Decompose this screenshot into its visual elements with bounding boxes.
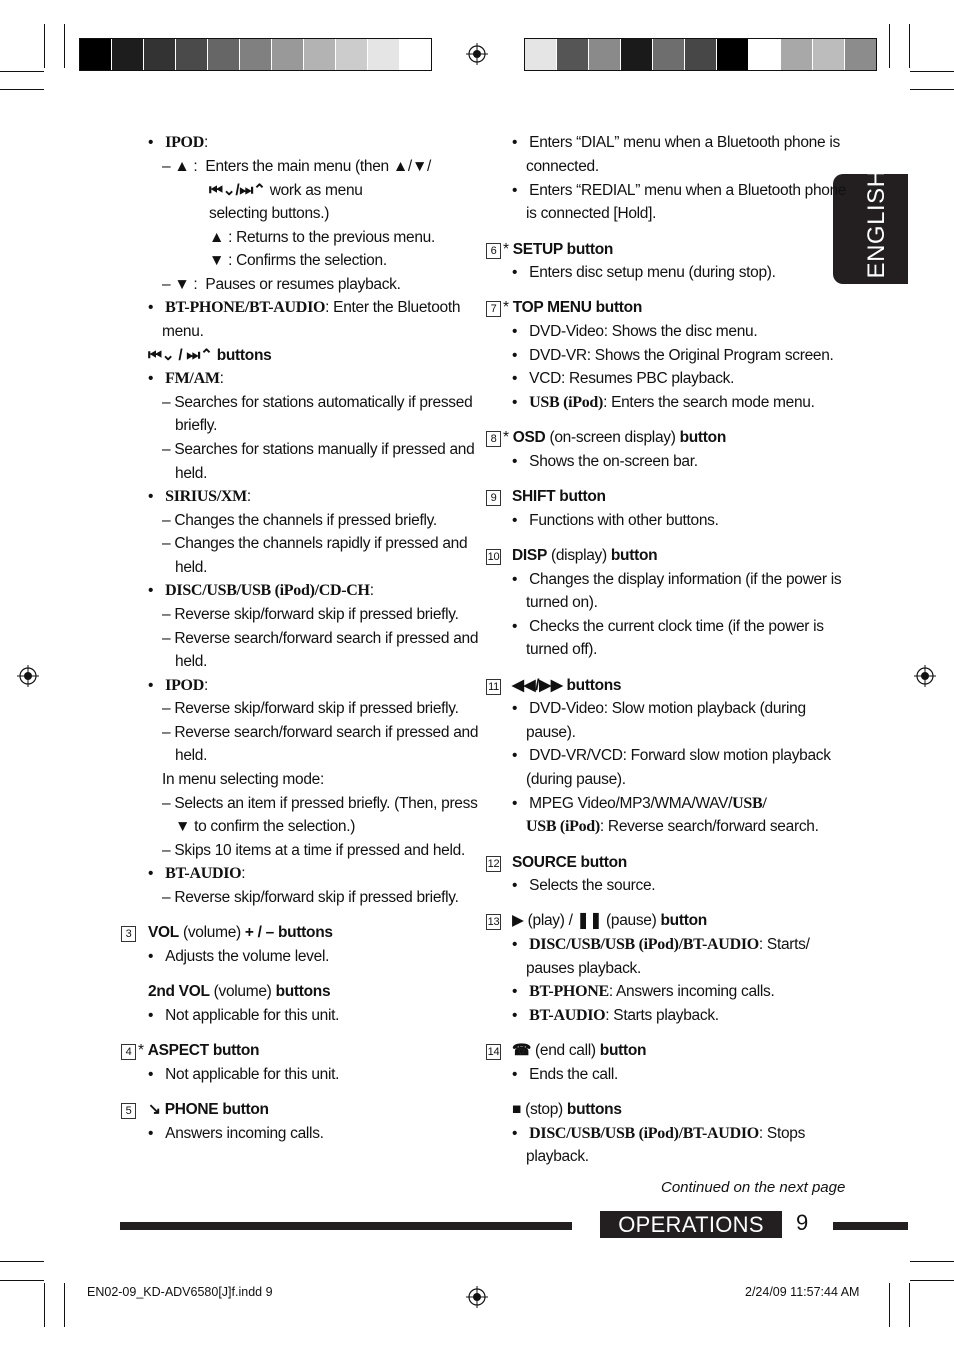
section-heading: VOL (volume) + / – buttons <box>148 924 333 941</box>
list-item: • DVD-VR: Shows the Original Program screen. <box>512 347 834 364</box>
list-item: • IPOD: <box>148 134 208 151</box>
section-heading: 2nd VOL (volume) buttons <box>148 983 331 1000</box>
section-heading: DISP (display) button <box>512 547 658 564</box>
list-item: – Reverse search/forward search if pressed and <box>162 724 479 741</box>
file-info: EN02-09_KD-ADV6580[J]f.indd 9 <box>87 1285 273 1299</box>
play-icon: ▶ <box>512 912 524 929</box>
text-line: briefly. <box>175 417 218 434</box>
continued-note: Continued on the next page <box>661 1179 846 1196</box>
text-line: held. <box>175 465 208 482</box>
down-triangle-icon: ▼ <box>174 276 190 293</box>
text-line: held. <box>175 653 208 670</box>
list-item: – Reverse skip/forward skip if pressed briefly. <box>162 889 459 906</box>
item-number: 4 <box>121 1044 136 1060</box>
list-item: • Enters “DIAL” menu when a Bluetooth phone is <box>512 134 840 151</box>
section-heading: ◀◀/▶▶ buttons <box>512 677 622 694</box>
list-item: • IPOD: <box>148 677 208 694</box>
list-item: • MPEG Video/MP3/WMA/WAV/USB/ <box>512 795 767 812</box>
item-number: 10 <box>487 551 500 563</box>
item-number: 9 <box>486 490 501 506</box>
item-number: 8 <box>486 431 501 447</box>
item-number: 13 <box>487 916 500 928</box>
list-item: ⏮︎⌄/⏭︎⌃ work as menu <box>209 182 363 199</box>
section-heading: * TOP MENU button <box>503 299 642 316</box>
skip-buttons-icon: ⏮︎⌄/⏭︎⌃ <box>209 182 266 199</box>
section-label: OPERATIONS <box>600 1211 782 1238</box>
section-heading: * SETUP button <box>503 241 614 258</box>
item-number: 11 <box>486 679 501 695</box>
text-line: (during pause). <box>526 771 626 788</box>
section-heading: ⏮︎⌄ / ⏭︎⌃ buttons <box>148 347 272 364</box>
text-line: held. <box>175 559 208 576</box>
stop-icon: ■ <box>512 1101 522 1118</box>
list-item: • BT-PHONE: Answers incoming calls. <box>512 983 775 1000</box>
list-item: • Not applicable for this unit. <box>148 1007 340 1024</box>
list-item: • Not applicable for this unit. <box>148 1066 340 1083</box>
list-item: • Enters “REDIAL” menu when a Bluetooth phone <box>512 182 847 199</box>
list-item: • Adjusts the volume level. <box>148 948 330 965</box>
list-item: ▲ : Returns to the previous menu. <box>209 229 436 246</box>
language-tab-label: ENGLISH <box>863 169 890 279</box>
item-number: 3 <box>121 926 136 942</box>
item-number: 6 <box>486 243 501 259</box>
section-heading: * OSD (on-screen display) button <box>503 429 726 446</box>
up-triangle-icon: ▲ <box>174 158 190 175</box>
list-item: – Skips 10 items at a time if pressed and held. <box>162 842 465 859</box>
text-line: menu. <box>162 323 204 340</box>
pause-icon: ❚❚ <box>576 912 603 929</box>
list-item: • Answers incoming calls. <box>148 1125 324 1142</box>
list-item: – Reverse search/forward search if pressed and <box>162 630 479 647</box>
list-item: • DISC/USB/USB (iPod)/BT-AUDIO: Starts/ <box>512 936 810 953</box>
text-line: held. <box>175 747 208 764</box>
section-heading: ↘ PHONE button <box>148 1101 269 1118</box>
list-item: • DVD-VR/VCD: Forward slow motion playback <box>512 747 831 764</box>
rewind-forward-icon: ◀◀/▶▶ <box>512 677 563 694</box>
list-item: • BT-AUDIO: Starts playback. <box>512 1007 719 1024</box>
footer-bar <box>833 1222 908 1230</box>
section-heading: ☎ (end call) button <box>512 1042 647 1059</box>
page-number: 9 <box>796 1210 809 1235</box>
end-call-icon: ☎ <box>512 1042 532 1059</box>
text-line: turned on). <box>526 594 598 611</box>
section-heading: SOURCE button <box>512 854 627 871</box>
list-item: – ▼ : Pauses or resumes playback. <box>162 276 401 293</box>
list-item: • DISC/USB/USB (iPod)/CD-CH: <box>148 582 374 599</box>
list-item: – Reverse skip/forward skip if pressed briefly. <box>162 606 459 623</box>
list-item: – Selects an item if pressed briefly. (Then, press <box>162 795 478 812</box>
section-heading: SHIFT button <box>512 488 606 505</box>
skip-buttons-icon: ⏮︎⌄ / ⏭︎⌃ <box>148 347 213 364</box>
up-down-triangles-icon: ▲/▼/ <box>392 158 431 175</box>
list-item: • DVD-Video: Shows the disc menu. <box>512 323 758 340</box>
down-triangle-icon: ▼ <box>175 818 191 835</box>
registration-mark-icon <box>466 1286 488 1308</box>
section-heading: ▶ (play) / ❚❚ (pause) button <box>512 912 707 929</box>
list-item: – Reverse skip/forward skip if pressed briefly. <box>162 700 459 717</box>
item-number: 14 <box>487 1046 500 1058</box>
list-item: • Shows the on-screen bar. <box>512 453 698 470</box>
down-triangle-icon: ▼ <box>209 252 225 269</box>
list-item: – Searches for stations manually if pressed and <box>162 441 475 458</box>
list-item: • BT-AUDIO: <box>148 865 246 882</box>
list-item: • VCD: Resumes PBC playback. <box>512 370 735 387</box>
list-item: • Checks the current clock time (if the power is <box>512 618 824 635</box>
list-item: • USB (iPod): Enters the search mode menu. <box>512 394 815 411</box>
list-item: • SIRIUS/XM: <box>148 488 251 505</box>
text-line: pause). <box>526 724 576 741</box>
phone-icon: ↘ <box>148 1101 161 1118</box>
list-item: • DISC/USB/USB (iPod)/BT-AUDIO: Stops <box>512 1125 806 1142</box>
list-item: ▼ : Confirms the selection. <box>209 252 387 269</box>
list-item: • FM/AM: <box>148 370 224 387</box>
text-line: USB (iPod): Reverse search/forward search. <box>526 818 819 835</box>
list-item: ▼ to confirm the selection.) <box>175 818 356 835</box>
item-number: 12 <box>487 858 500 870</box>
list-item: • DVD-Video: Slow motion playback (during <box>512 700 806 717</box>
text-line: playback. <box>526 1148 589 1165</box>
text-line: pauses playback. <box>526 960 641 977</box>
text-line: In menu selecting mode: <box>162 771 324 788</box>
date-info: 2/24/09 11:57:44 AM <box>745 1285 860 1299</box>
up-triangle-icon: ▲ <box>209 229 225 246</box>
list-item: • Changes the display information (if the power is <box>512 571 842 588</box>
list-item: • Ends the call. <box>512 1066 619 1083</box>
text-line: connected. <box>526 158 599 175</box>
list-item: – Changes the channels if pressed briefly. <box>162 512 437 529</box>
text-line: is connected [Hold]. <box>526 205 657 222</box>
list-item: • Selects the source. <box>512 877 656 894</box>
list-item: • BT-PHONE/BT-AUDIO: Enter the Bluetooth <box>148 299 461 316</box>
list-item: • Enters disc setup menu (during stop). <box>512 264 776 281</box>
list-item: – Searches for stations automatically if pressed <box>162 394 473 411</box>
section-heading: ■ (stop) buttons <box>512 1101 622 1118</box>
text-line: turned off). <box>526 641 598 658</box>
list-item: • Functions with other buttons. <box>512 512 719 529</box>
item-number: 7 <box>486 301 501 317</box>
text-line: selecting buttons.) <box>209 205 330 222</box>
list-item: – ▲ : Enters the main menu (then ▲/▼/ <box>162 158 431 175</box>
section-heading: * ASPECT button <box>138 1042 260 1059</box>
item-number: 5 <box>121 1103 136 1119</box>
list-item: – Changes the channels rapidly if pressed and <box>162 535 468 552</box>
footer-bar <box>120 1222 572 1230</box>
